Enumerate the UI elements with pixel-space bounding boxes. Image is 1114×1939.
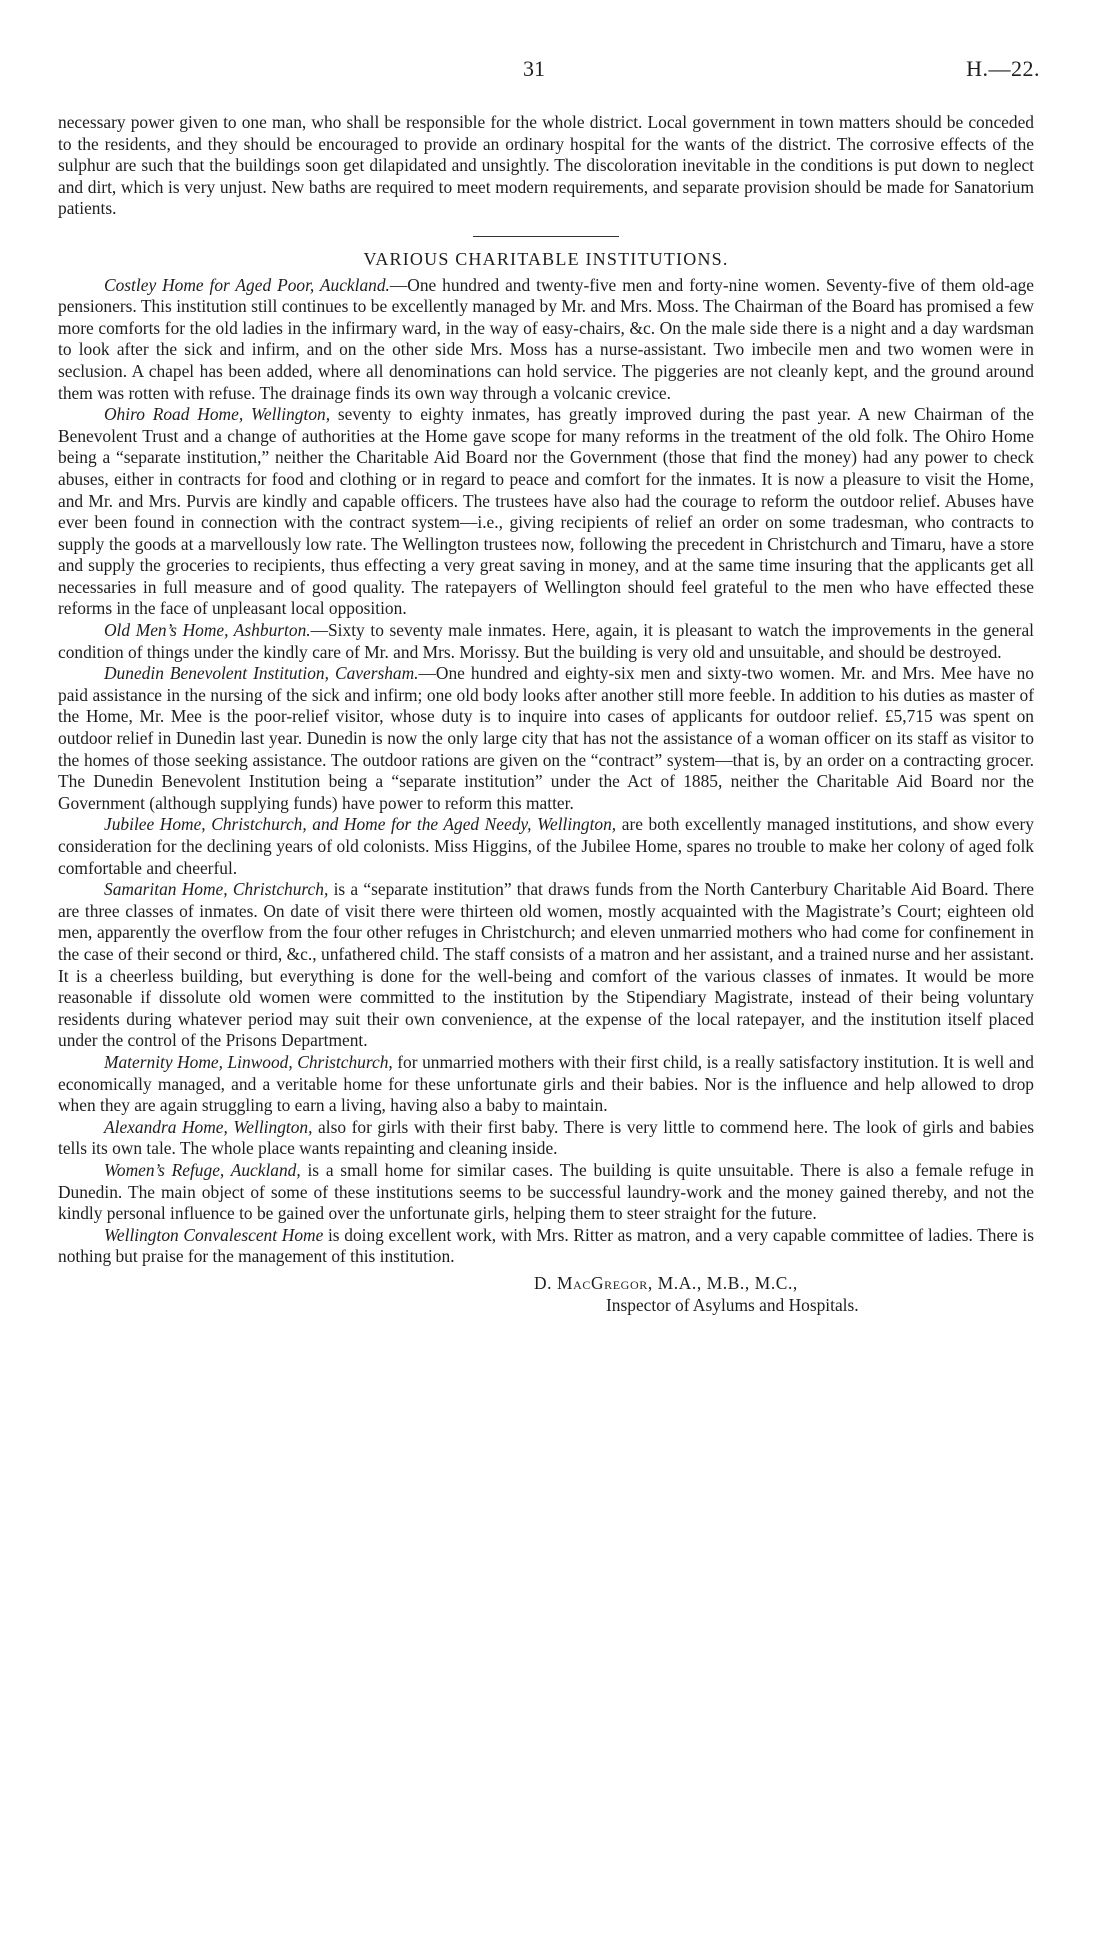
institution-text: is doing excellent work, with Mrs. Ritter as matron, and a very capable committee of ladies. There is nothing but praise for the management of this institution. <box>58 1224 1034 1267</box>
institution-name: Dunedin Benevolent Institution, Caversham. <box>104 663 419 684</box>
page-header <box>0 56 1114 88</box>
institution-text: are both excellently managed institutions, and show every consideration for the declining years of old colonists. Miss Higgins, of the Jubilee Home, spares no trouble to make her colony of aged folk comfortable and cheerful. <box>58 814 1034 878</box>
institution-name: Costley Home for Aged Poor, Auckland. <box>104 274 390 295</box>
intro-paragraph: necessary power given to one man, who shall be responsible for the whole district. Local government in town matters should be conceded to the residents, and they should be encouraged to provide an ordinary hospital for the wants of the district. The corrosive effects of the sulphur are such that the buildings soon get dilapidated and unsightly. The discoloration inevitable in the conditions is put down to neglect and dirt, which is very unjust. New baths are required to meet modern requirements, and separate provision should be made for Sanatorium patients. <box>58 112 1034 219</box>
institution-name: Wellington Convalescent Home <box>104 1224 324 1245</box>
institution-name: Samaritan Home, Christchurch, <box>104 879 329 900</box>
section-divider <box>473 236 619 237</box>
institution-paragraph <box>58 1117 1034 1160</box>
signatory-title: Inspector of Asylums and Hospitals. <box>606 1294 859 1315</box>
institution-text: is a “separate institution” that draws funds from the North Canterbury Charitable Aid Board. There are three classes of inmates. On date of visit there were thirteen old women, mostly acquainted with the Magistrate’s Court; eighteen old men, apparently the overflow from the four other refuges in Christchurch; and eleven unmarried mothers who had come for confinement in the case of their second or third, &c., unfathered child. The staff consists of a matron and her assistant, and a trained nurse and her assistant. It is a cheerless building, but everything is done for the well-being and comfort of the various classes of inmates. It would be more reasonable if dissolute old women were committed to the institution by the Stipendiary Magistrate, instead of their being voluntary residents during whatever period may suit their own convenience, at the expense of the local ratepayer, and the institution itself placed under the control of the Prisons Department. <box>58 879 1034 1051</box>
document-reference: H.—22. <box>966 56 1040 81</box>
institution-paragraph <box>58 1052 1034 1117</box>
institution-text: —Sixty to seventy male inmates. Here, again, it is pleasant to watch the improvements in the general condition of things under the kindly care of Mr. and Mrs. Morissy. But the building is very old and unsuitable, and should be destroyed. <box>58 620 1034 662</box>
institution-paragraph <box>58 1160 1034 1225</box>
institution-text: for unmarried mothers with their first child, is a really satisfactory institution. It is well and economically managed, and a veritable home for these unfortunate girls and their babies. Nor is the influence and help allowed to drop when they are again struggling to earn a living, having also a baby to maintain. <box>58 1051 1034 1116</box>
document-body <box>58 112 1034 1316</box>
institution-text: also for girls with their first baby. There is very little to commend here. The look of girls and babies tells its own tale. The whole place wants repainting and cleaning inside. <box>58 1116 1034 1159</box>
signatory-name: D. MacGregor, M.A., M.B., M.C., <box>534 1272 798 1293</box>
institution-paragraph <box>58 620 1034 663</box>
institution-paragraph <box>58 404 1034 620</box>
signature-block <box>58 1272 1034 1316</box>
institution-text: —One hundred and twenty-five men and forty-nine women. Seventy-five of them old-age pensioners. This institution still continues to be excellently managed by Mr. and Mrs. Moss. The Chairman of the Board has promised a few more comforts for the old ladies in the infirmary ward, in the way of easy-chairs, &c. On the male side there is a night and a day wardsman to look after the sick and infirm, and on the other side Mrs. Moss has a nurse-assistant. Two imbecile men and two women were in seclusion. A chapel has been added, where all denominations can hold service. The piggeries are not cleanly kept, and the ground around them was rotten with refuse. The drainage finds its own way through a volcanic crevice. <box>58 274 1034 403</box>
institution-paragraph <box>58 879 1034 1052</box>
institution-text: is a small home for similar cases. The building is quite unsuitable. There is also a female refuge in Dunedin. The main object of some of these institutions seems to be successful laundry-work and the money gained thereby, and not the kindly personal influence to be gained over the unfortunate girls, helping them to steer straight for the future. <box>58 1159 1034 1224</box>
institution-name: Maternity Home, Linwood, Christchurch, <box>104 1051 393 1072</box>
institution-paragraph <box>58 663 1034 814</box>
institution-name: Women’s Refuge, Auckland, <box>104 1159 301 1180</box>
institution-name: Alexandra Home, Wellington, <box>104 1116 313 1137</box>
section-heading: VARIOUS CHARITABLE INSTITUTIONS. <box>363 248 729 269</box>
institution-paragraph <box>58 814 1034 879</box>
page-number: 31 <box>523 56 545 81</box>
institution-name: Jubilee Home, Christchurch, and Home for the Aged Needy, Wellington, <box>104 814 617 835</box>
institution-text: —One hundred and eighty-six men and sixty-two women. Mr. and Mrs. Mee have no paid assistance in the nursing of the sick and infirm; one old body looks after another still more feeble. In addition to his duties as master of the Home, Mr. Mee is the poor-relief visitor, whose duty is to inquire into cases of applicants for outdoor relief. £5,715 was spent on outdoor relief in Dunedin last year. Dunedin is now the only large city that has not the assistance of a woman officer on its staff as visitor to the homes of those seeking assistance. The outdoor rations are given on the “contract” system—that is, by an order on a contracting grocer. The Dunedin Benevolent Institution being a “separate institution” under the Act of 1885, neither the Charitable Aid Board nor the Government (although supplying funds) have power to reform this matter. <box>58 663 1034 813</box>
institution-paragraph <box>58 275 1034 405</box>
institution-text: seventy to eighty inmates, has greatly improved during the past year. A new Chairman of the Benevolent Trust and a change of authorities at the Home gave scope for many reforms in the treatment of the old folk. The Ohiro Home being a “separate institution,” neither the Charitable Aid Board nor the Government (those that find the money) had any power to check abuses, either in contracts for food and clothing or in regard to peace and comfort for the inmates. It is now a pleasure to visit the Home, and Mr. and Mrs. Purvis are kindly and capable officers. The trustees have also had the courage to reform the outdoor relief. Abuses have ever been found in connection with the contract system—i.e., giving recipients of relief an order on some tradesman, who contracts to supply the goods at a marvellously low rate. The Wellington trustees now, following the precedent in Christchurch and Timaru, have a store and supply the groceries to recipients, thus effecting a very great saving in money, and at the same time insuring that the applicants get all necessaries in full measure and of good quality. The ratepayers of Wellington should feel grateful to the men who have effected these reforms in the face of unpleasant local opposition. <box>58 404 1034 619</box>
institution-name: Old Men’s Home, Ashburton. <box>104 620 311 641</box>
institution-name: Ohiro Road Home, Wellington, <box>104 404 331 425</box>
institution-paragraph <box>58 1225 1034 1268</box>
